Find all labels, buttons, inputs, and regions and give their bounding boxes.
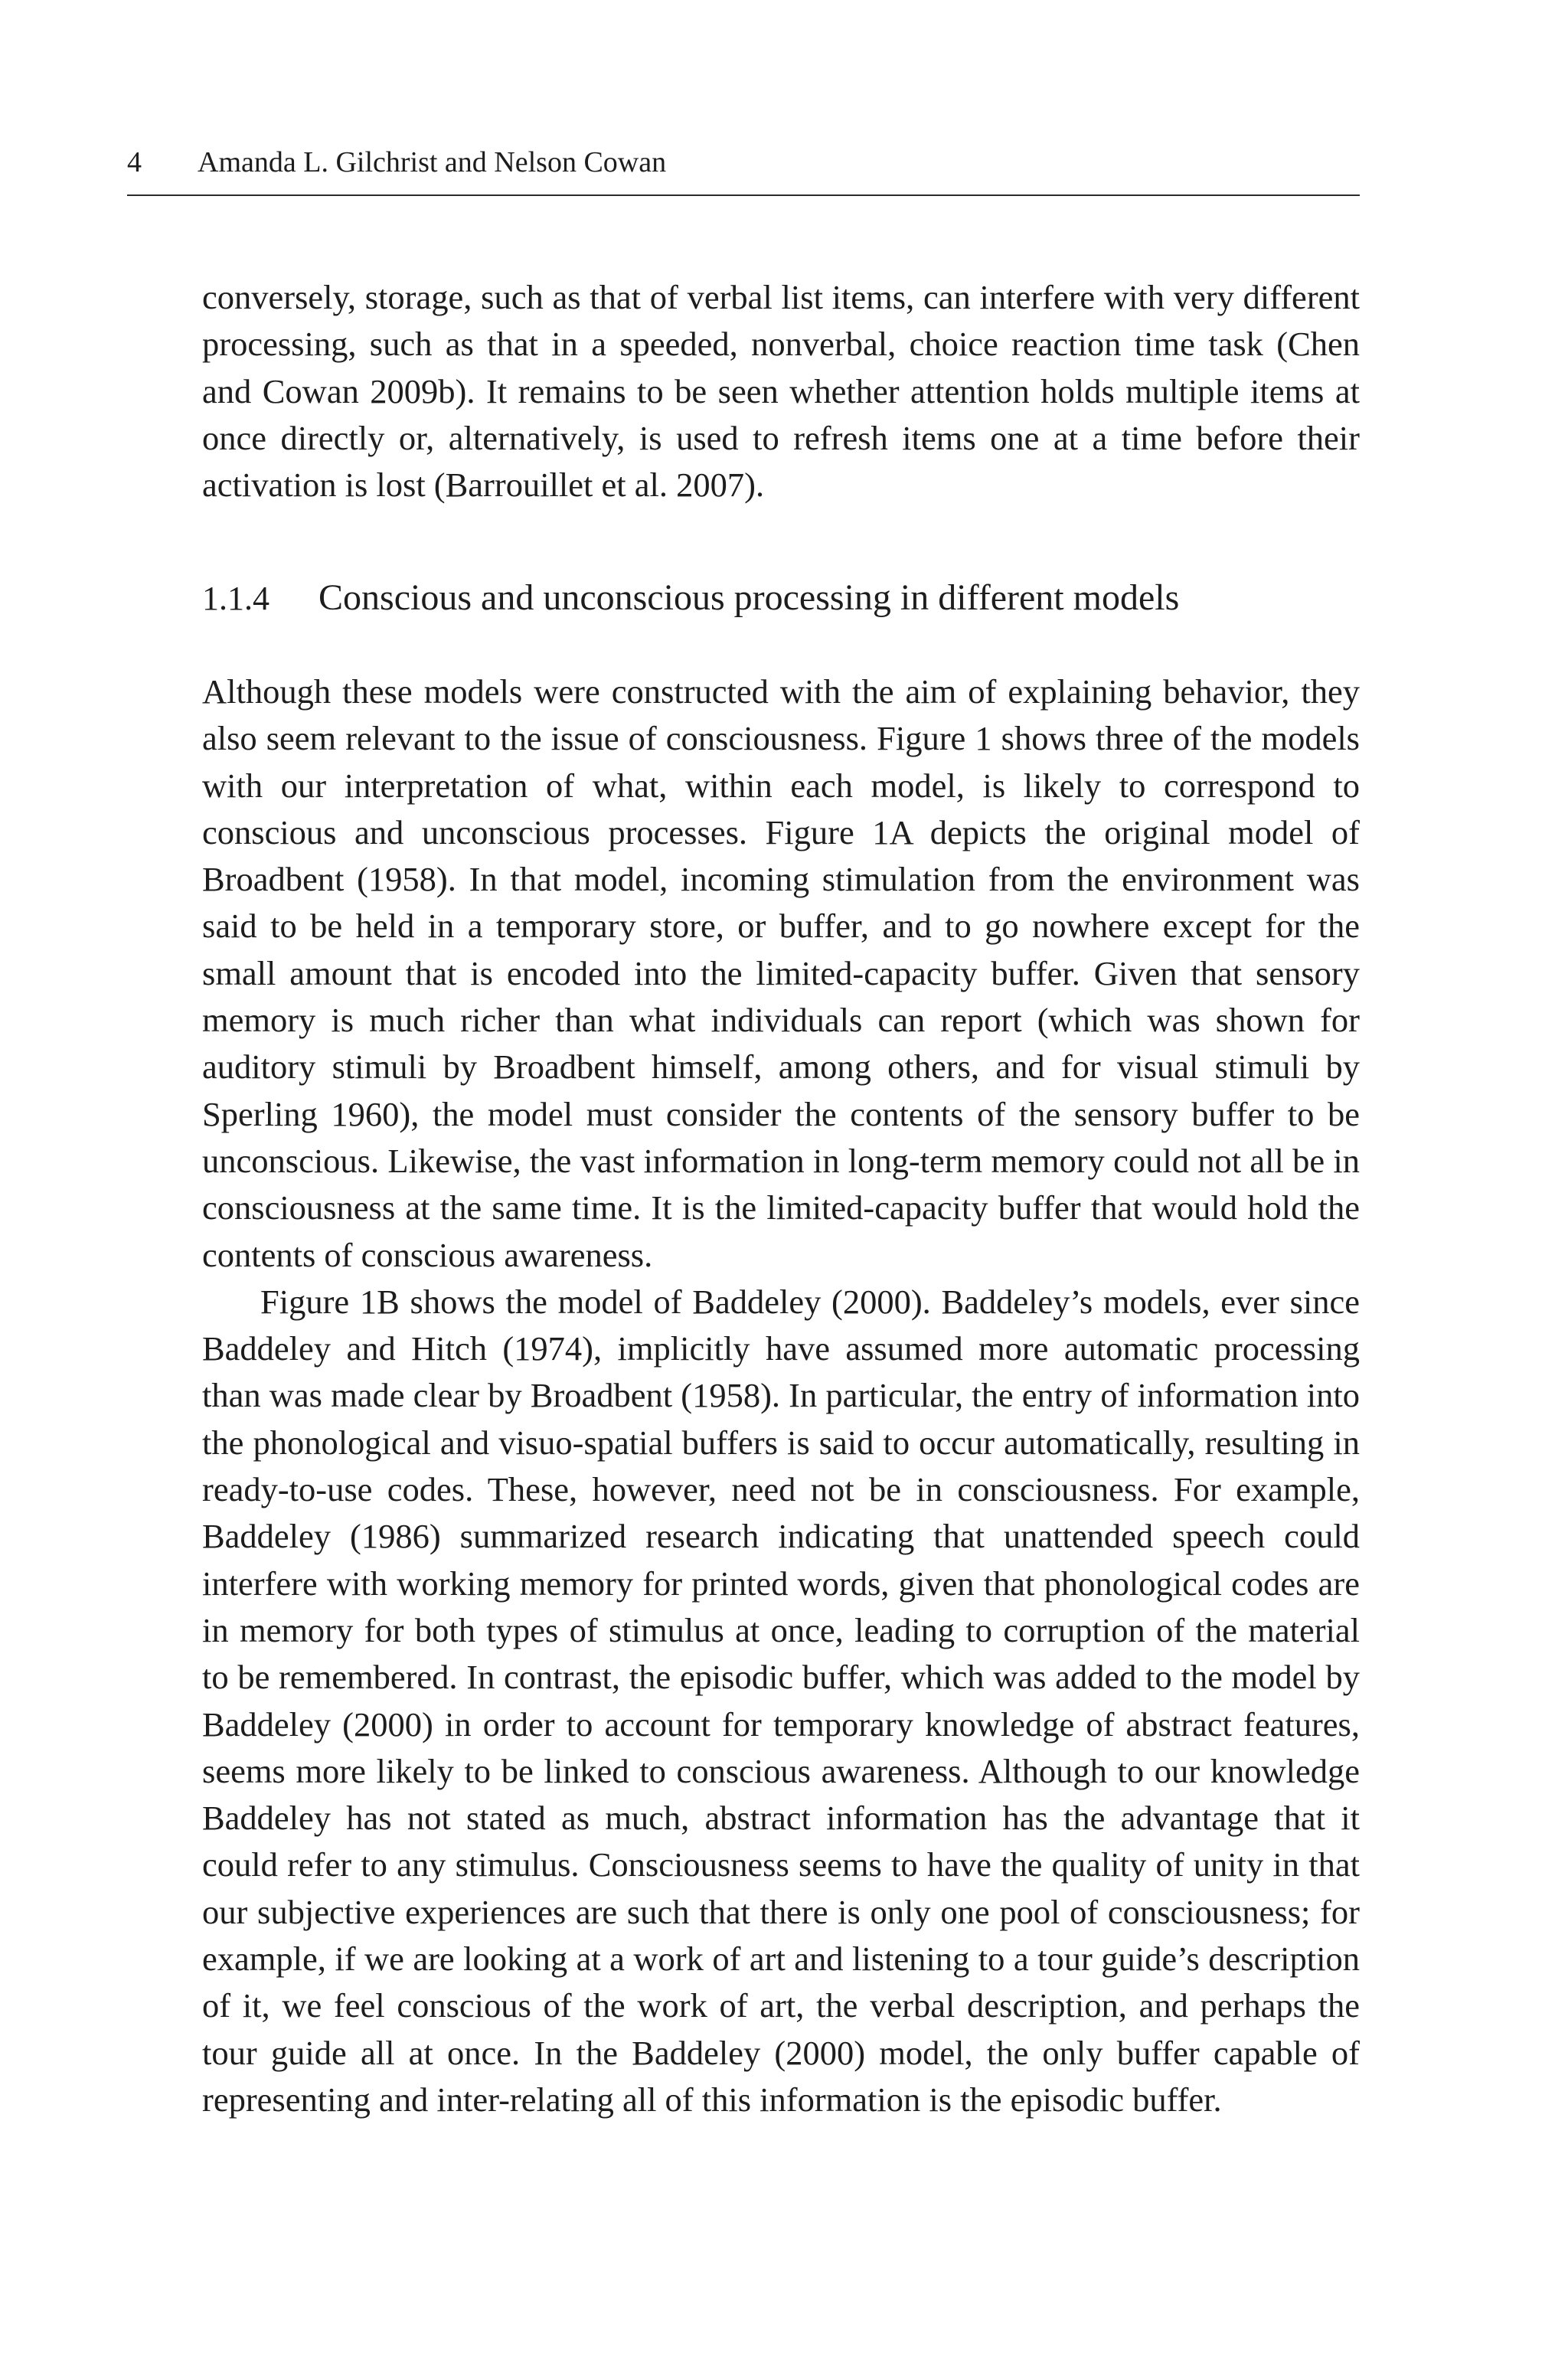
- section-number: 1.1.4: [202, 580, 270, 617]
- section-title: Conscious and unconscious processing in different models: [318, 577, 1180, 618]
- page-header: [127, 145, 1360, 196]
- paragraph: conversely, storage, such as that of verbal list items, can interfere with very different processing, such as that in a speeded, nonverbal, choice reaction time task (Chen and Cowan 2009b). It remains to be seen whether attention holds multiple items at once directly or, alternatively, is used to refresh items one at a time before their activation is lost (Barrouillet et al. 2007).: [202, 278, 1360, 505]
- continued-paragraph: [202, 274, 1360, 508]
- paragraph: Figure 1B shows the model of Baddeley (2000). Baddeley’s models, ever since Baddeley and Hitch (1974), implicitly have assumed more automatic processing than was made clear by Broadbent (1958). In particular, the entry of information into the phonological and visuo-spatial buffers is said to occur automatically, resulting in ready-to-use codes. These, however, need not be in consciousness. For example, Baddeley (1986) summarized research indicating that unattended speech could interfere with working memory for printed words, given that phonological codes are in memory for both types of stimulus at once, leading to corruption of the material to be remembered. In contrast, the episodic buffer, which was added to the model by Baddeley (2000) in order to account for temporary knowledge of abstract features, seems more likely to be linked to conscious awareness. Although to our knowledge Baddeley has not stated as much, abstract information has the advantage that it could refer to any stimulus. Consciousness seems to have the quality of unity in that our subjective experiences are such that there is only one pool of consciousness; for example, if we are looking at a work of art and listening to a tour guide’s description of it, we feel conscious of the work of art, the verbal description, and perhaps the tour guide all at once. In the Baddeley (2000) model, the only buffer capable of representing and inter-relating all of this information is the episodic buffer.: [202, 1282, 1360, 2119]
- page-number: 4: [127, 146, 142, 178]
- section-body: [202, 668, 1360, 2123]
- paragraph: Although these models were constructed with the aim of explaining behavior, they also seem relevant to the issue of consciousness. Figure 1 shows three of the models with our interpretation of what, within each model, is likely to correspond to conscious and unconscious processes. Figure 1A depicts the original model of Broadbent (1958). In that model, incoming stimulation from the environment was said to be held in a temporary store, or buffer, and to go nowhere except for the small amount that is encoded into the limited-capacity buffer. Given that sensory memory is much richer than what individuals can report (which was shown for auditory stimuli by Broadbent himself, among others, and for visual stimuli by Sperling 1960), the model must consider the contents of the sensory buffer to be unconscious. Likewise, the vast information in long-term memory could not all be in consciousness at the same time. It is the limited-capacity buffer that would hold the contents of conscious awareness.: [202, 672, 1360, 1274]
- running-head: Amanda L. Gilchrist and Nelson Cowan: [198, 146, 667, 178]
- section-heading: [202, 575, 1360, 622]
